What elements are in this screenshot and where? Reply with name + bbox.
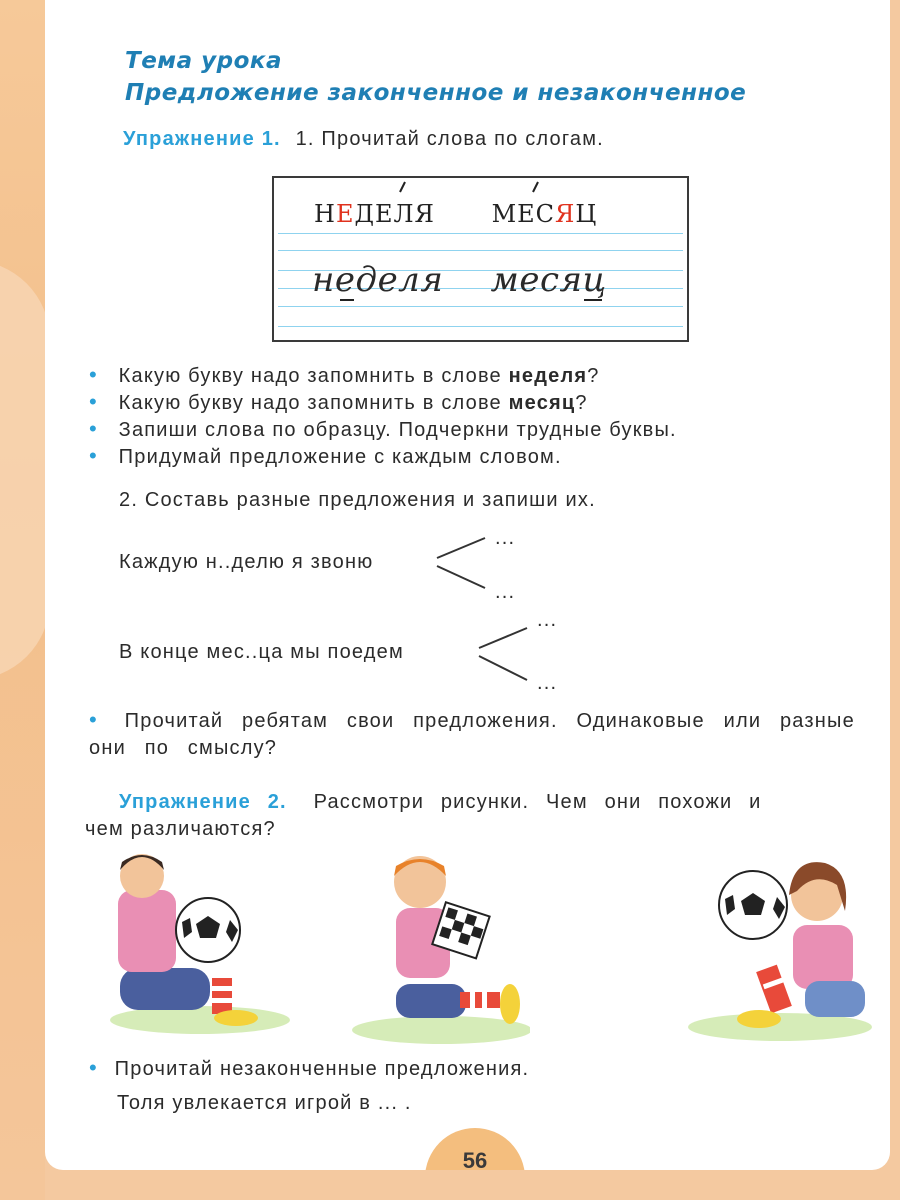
bullet-dot-icon: • bbox=[89, 389, 98, 414]
exercise1-task2: 2. Составь разные предложения и запиши их. bbox=[119, 489, 596, 511]
exercise2-bullet: • Прочитай незаконченные предложения. bbox=[89, 1055, 530, 1080]
ellipsis-2b: ... bbox=[537, 672, 558, 694]
bullet-item-4: • Придумай предложение с каждым словом. bbox=[89, 443, 562, 468]
bullet-dot-icon: • bbox=[89, 1055, 98, 1080]
exercise2-label: Упражнение 2. bbox=[119, 791, 287, 813]
underline-marks bbox=[274, 178, 687, 340]
boy-with-ball-illustration bbox=[100, 850, 290, 1040]
page-number: 56 bbox=[462, 1148, 488, 1170]
bullet-dot-icon: • bbox=[89, 416, 98, 441]
word-mesyac-cursive: месяц bbox=[490, 260, 607, 300]
ellipsis-1b: ... bbox=[495, 581, 516, 603]
branch-lines-2 bbox=[475, 620, 535, 686]
left-decor-blob bbox=[0, 260, 50, 680]
exercise2-task-line1: Рассмотри рисунки. Чем они похожи и bbox=[313, 791, 762, 813]
exercise2-sentence: Толя увлекается игрой в ... . bbox=[117, 1092, 412, 1114]
word-mesyac-print: МЕСЯЦ bbox=[491, 200, 598, 228]
bullet-item-1: • Какую букву надо запомнить в слове неделя? bbox=[89, 362, 600, 387]
bullet-dot-icon: • bbox=[89, 362, 98, 387]
reflection-bullet: • Прочитай ребятам свои предложения. Одинаковые или разные они по смыслу? bbox=[89, 707, 855, 759]
exercise1-label: Упражнение 1. bbox=[123, 128, 281, 150]
textbook-page bbox=[45, 0, 890, 1170]
bullet-item-3: • Запиши слова по образцу. Подчеркни трудные буквы. bbox=[89, 416, 677, 441]
sentence-2: В конце мес..ца мы поедем bbox=[119, 641, 404, 663]
branch-lines-1 bbox=[433, 532, 493, 596]
bullet-dot-icon: • bbox=[89, 707, 98, 732]
topic-label: Тема урока bbox=[125, 48, 283, 74]
ellipsis-1a: ... bbox=[495, 527, 516, 549]
exercise1-heading bbox=[123, 128, 604, 151]
word-sample-box bbox=[272, 176, 689, 342]
word-nedelya-print: НЕДЕЛЯ bbox=[314, 200, 435, 228]
exercise2-heading bbox=[119, 791, 762, 814]
boy-with-chessboard-illustration bbox=[350, 852, 530, 1052]
exercise2-task-line2: чем различаются? bbox=[85, 818, 276, 840]
ellipsis-2a: ... bbox=[537, 609, 558, 631]
bullet-dot-icon: • bbox=[89, 443, 98, 468]
girl-with-ball-illustration bbox=[685, 855, 875, 1045]
exercise1-task1: 1. Прочитай слова по слогам. bbox=[295, 128, 604, 150]
topic-title: Предложение законченное и незаконченное bbox=[125, 80, 747, 106]
sentence-1: Каждую н..делю я звоню bbox=[119, 551, 374, 573]
bullet-item-2: • Какую букву надо запомнить в слове месяц? bbox=[89, 389, 588, 414]
word-nedelya-cursive: неделя bbox=[312, 260, 444, 300]
